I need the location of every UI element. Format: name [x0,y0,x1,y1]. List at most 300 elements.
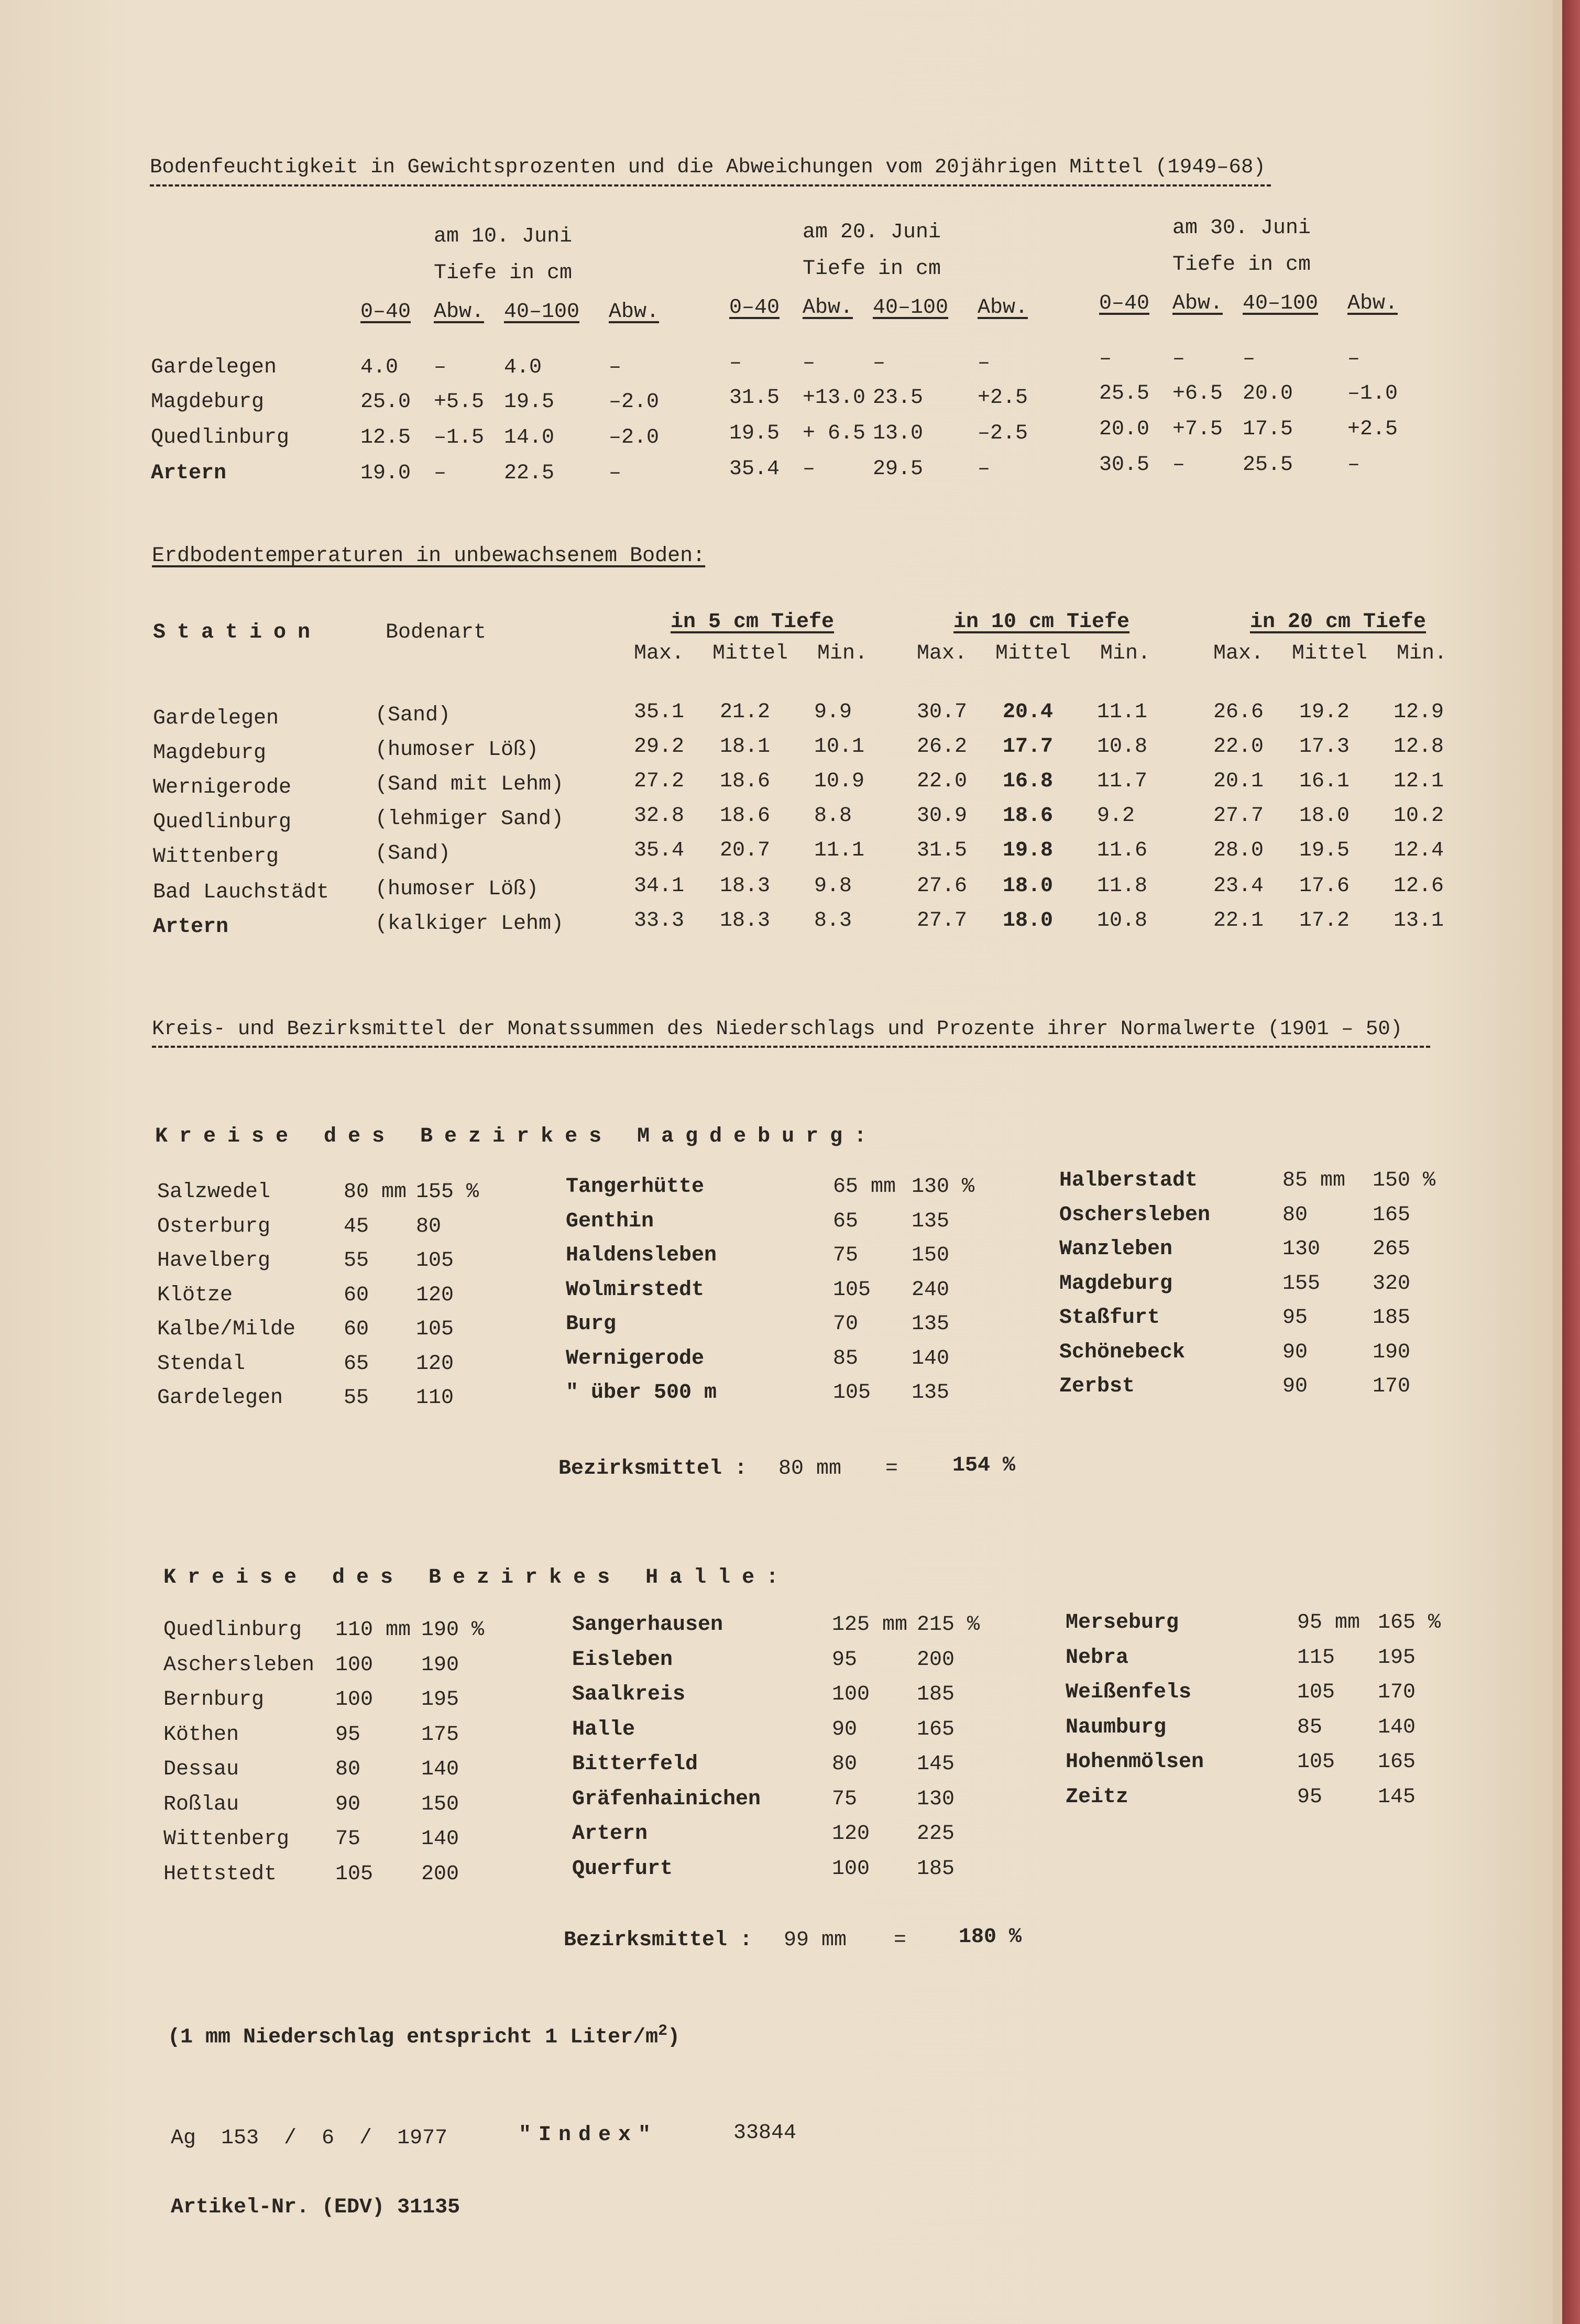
temp-value: 10.9 [814,770,865,793]
temp-value: 23.4 [1213,874,1264,898]
footer-article: Artikel-Nr. (EDV) 31135 [171,2196,460,2219]
moisture-subhead: Abw. [803,296,853,320]
temp-value: 17.3 [1299,735,1350,759]
district-mm: 90 [1282,1340,1308,1364]
temp-station: Gardelegen [153,707,279,730]
temp-subhead: Min. [1397,642,1447,665]
district-pct: 320 [1373,1271,1411,1296]
district-mm: 95 [1297,1785,1323,1809]
moisture-date: am 30. Juni [1172,216,1311,240]
moisture-value: 13.0 [873,422,924,445]
district-pct: 225 [917,1822,955,1846]
halle-heading: Kreise des Bezirkes Halle: [163,1566,791,1589]
temp-value: 9.8 [814,874,852,898]
moisture-value: –2.5 [978,422,1028,445]
district-name: Schönebeck [1059,1340,1186,1364]
moisture-value: 25.0 [360,390,411,414]
district-name: Gardelegen [157,1386,283,1410]
moisture-value: 4.0 [360,356,399,379]
district-name: Bitterfeld [572,1752,698,1776]
temp-value: 18.3 [720,909,771,933]
temp-value: 10.1 [814,735,865,759]
moisture-value: +7.5 [1172,418,1223,441]
temp-station: Quedlinburg [153,810,292,834]
district-mm: 80 [1282,1203,1308,1227]
temp-value: 11.8 [1097,874,1148,898]
district-mm: 105 [833,1381,871,1405]
district-pct: 190 [1373,1340,1411,1364]
district-pct: 150 % [1373,1169,1436,1192]
district-name: Magdeburg [1059,1271,1173,1296]
halle-mean-eq: = [894,1928,907,1952]
temp-value: 19.8 [1003,839,1054,862]
temp-value: 26.6 [1213,700,1264,724]
district-pct: 145 [917,1752,955,1776]
temp-value: 22.0 [917,770,968,793]
district-pct: 155 % [416,1180,479,1204]
moisture-value: – [978,352,991,375]
district-name: Wanzleben [1059,1237,1173,1261]
temp-soil-type: (lehmiger Sand) [375,807,564,831]
moisture-value: 20.0 [1243,382,1293,405]
units-note [168,2023,680,2048]
district-pct: 200 [917,1648,955,1672]
district-pct: 105 [416,1249,454,1273]
district-mm: 110 mm [335,1618,411,1642]
district-name: Eisleben [572,1648,673,1672]
district-mm: 85 [833,1346,859,1371]
moisture-value: – [609,462,622,485]
district-mm: 65 [833,1209,859,1233]
soil-moisture-title: Bodenfeuchtigkeit in Gewichtsprozenten und die Abweichungen vom 20jährigen Mittel (1949–68) [150,156,1266,179]
moisture-value: 22.5 [504,462,555,485]
halle-mean-label: Bezirksmittel : [564,1928,753,1952]
title-underline [150,184,1271,187]
district-name: Halle [572,1717,635,1741]
district-mm: 95 [832,1648,858,1672]
district-pct: 135 [912,1209,950,1233]
temp-value: 29.2 [634,735,685,759]
moisture-value: – [1099,347,1112,371]
temp-value: 20.1 [1213,770,1264,793]
temp-soil-type: (Sand) [375,842,451,865]
district-mm: 100 [335,1653,374,1677]
moisture-value: +2.5 [978,386,1028,410]
temp-value: 21.2 [720,700,771,724]
temp-value: 26.2 [917,735,968,759]
temp-value: 18.6 [720,804,771,828]
district-name: Naumburg [1066,1715,1167,1739]
district-pct: 145 [1378,1785,1416,1809]
district-mm: 90 [1282,1375,1308,1398]
district-pct: 150 [912,1244,950,1267]
station-heading: Station [153,621,322,644]
magdeburg-mean-mm: 80 mm [778,1457,842,1481]
footer-ref: Ag 153 / 6 / 1977 [171,2126,448,2150]
moisture-value: +5.5 [434,390,485,414]
temp-value: 18.3 [720,874,771,898]
moisture-value: 35.4 [729,457,780,481]
district-name: Oschersleben [1059,1203,1211,1227]
district-mm: 75 [832,1787,858,1811]
district-name: Wernigerode [566,1346,705,1371]
temp-value: 12.6 [1394,874,1444,898]
district-pct: 140 [912,1346,950,1371]
district-pct: 130 % [912,1175,975,1199]
moisture-station: Quedlinburg [151,426,290,450]
moisture-value: –2.0 [609,390,660,414]
district-name: Burg [566,1312,617,1336]
temp-value: 34.1 [634,874,685,898]
moisture-subhead: 0–40 [729,296,780,320]
district-pct: 120 [416,1352,454,1376]
district-mm: 90 [832,1717,858,1741]
temp-value: 9.2 [1097,804,1135,828]
magdeburg-mean-pct: 154 % [952,1454,1016,1477]
temp-value: 12.1 [1394,770,1444,793]
soil-temp-title: Erdbodentemperaturen in unbewachsenem Boden: [152,544,706,568]
district-mm: 105 [1297,1681,1335,1704]
district-pct: 140 [421,1758,459,1781]
moisture-subhead: Abw. [978,296,1028,320]
district-pct: 120 [416,1283,454,1307]
temp-value: 16.8 [1003,770,1054,793]
temp-value: 11.1 [814,839,865,862]
moisture-value: 29.5 [873,457,924,481]
temp-value: 10.8 [1097,909,1148,933]
moisture-value: 12.5 [360,426,411,450]
district-name: Havelberg [157,1249,271,1273]
district-name: Zeitz [1066,1785,1129,1809]
units-note-text: (1 mm Niederschlag entspricht 1 Liter/m [168,2025,659,2049]
moisture-value: – [609,356,622,379]
moisture-subhead: Abw. [1347,292,1398,315]
district-mm: 105 [335,1862,374,1886]
temp-value: 20.7 [720,839,771,862]
footer-number: 33844 [733,2121,797,2145]
district-mm: 125 mm [832,1613,908,1637]
temp-value: 30.9 [917,804,968,828]
halle-mean-mm: 99 mm [784,1928,847,1952]
moisture-value: 19.0 [360,462,411,485]
district-pct: 135 [912,1381,950,1405]
temp-value: 17.7 [1003,735,1054,759]
district-name: Hettstedt [163,1862,277,1886]
temp-value: 22.1 [1213,909,1264,933]
moisture-value: –2.0 [609,426,660,450]
temp-value: 18.0 [1003,909,1054,933]
district-name: Sangerhausen [572,1613,723,1637]
district-name: Saalkreis [572,1683,686,1706]
district-mm: 75 [833,1244,859,1267]
district-name: Klötze [157,1283,233,1307]
district-pct: 195 [1378,1646,1416,1670]
district-mm: 80 [335,1758,361,1781]
moisture-value: +13.0 [803,386,866,410]
district-pct: 190 % [421,1618,485,1642]
district-name: Staßfurt [1059,1306,1160,1330]
temp-station: Bad Lauchstädt [153,881,330,904]
moisture-value: 23.5 [873,386,924,410]
district-mm: 85 mm [1282,1169,1346,1192]
temp-depth-heading: in 10 cm Tiefe [953,610,1130,634]
district-name: Wolmirstedt [566,1278,705,1302]
temp-station: Magdeburg [153,741,267,765]
temp-value: 8.8 [814,804,852,828]
moisture-subhead: Abw. [1172,292,1223,315]
district-pct: 150 [421,1792,459,1816]
binding-spine [1562,0,1580,2324]
moisture-value: 25.5 [1243,453,1293,477]
district-name: Osterburg [157,1214,271,1238]
district-name: Bernburg [163,1688,265,1712]
moisture-subhead: 40–100 [1243,292,1319,315]
district-mm: 85 [1297,1715,1323,1739]
moisture-value: – [1243,347,1256,371]
district-pct: 200 [421,1862,459,1886]
temp-value: 27.6 [917,874,968,898]
district-pct: 185 [917,1857,955,1881]
district-name: Hohenmölsen [1066,1750,1204,1774]
district-name: Köthen [163,1723,239,1747]
moisture-depth-label: Tiefe in cm [1172,253,1311,277]
units-note-superscript: 2 [658,2022,668,2040]
precip-title-underline [152,1046,1430,1048]
moisture-value: 30.5 [1099,453,1150,477]
moisture-station: Magdeburg [151,390,265,414]
temp-value: 20.4 [1003,700,1054,724]
district-pct: 140 [1378,1715,1416,1739]
district-name: Tangerhütte [566,1175,705,1199]
district-mm: 95 [1282,1306,1308,1330]
district-mm: 60 [344,1318,369,1341]
temp-station: Artern [153,915,229,939]
temp-value: 22.0 [1213,735,1264,759]
district-mm: 115 [1297,1646,1335,1670]
page-edge [1553,0,1562,2324]
temp-value: 11.1 [1097,700,1148,724]
district-name: Stendal [157,1352,246,1376]
district-name: Genthin [566,1209,654,1233]
district-mm: 80 mm [344,1180,407,1204]
district-mm: 65 mm [833,1175,896,1199]
moisture-value: +6.5 [1172,382,1223,405]
moisture-value: –1.0 [1347,382,1398,405]
district-mm: 155 [1282,1271,1321,1296]
temp-value: 27.2 [634,770,685,793]
district-mm: 70 [833,1312,859,1336]
district-mm: 55 [344,1249,369,1273]
temp-value: 18.1 [720,735,771,759]
temp-value: 11.6 [1097,839,1148,862]
moisture-value: – [1172,453,1186,477]
temp-value: 12.9 [1394,700,1444,724]
magdeburg-heading: Kreise des Bezirkes Magdeburg: [155,1125,879,1148]
district-pct: 140 [421,1827,459,1851]
moisture-value: – [434,356,447,379]
temp-subhead: Max. [917,642,968,665]
district-mm: 65 [344,1352,369,1376]
temp-value: 28.0 [1213,839,1264,862]
moisture-value: – [434,462,447,485]
district-name: Merseburg [1066,1611,1179,1635]
temp-value: 18.0 [1003,874,1054,898]
temp-value: 31.5 [917,839,968,862]
temp-value: 12.8 [1394,735,1444,759]
district-name: " über 500 m [566,1381,717,1405]
temp-subhead: Mittel [712,642,788,665]
moisture-subhead: Abw. [609,300,660,324]
district-mm: 95 mm [1297,1611,1360,1635]
district-name: Zerbst [1059,1375,1135,1398]
district-mm: 60 [344,1283,369,1307]
temp-value: 27.7 [917,909,968,933]
moisture-station: Artern [151,462,227,485]
moisture-station: Gardelegen [151,356,277,379]
temp-value: 11.7 [1097,770,1148,793]
district-name: Aschersleben [163,1653,315,1677]
district-pct: 240 [912,1278,950,1302]
temp-subhead: Min. [817,642,868,665]
precip-title: Kreis- und Bezirksmittel der Monatssummen des Niederschlags und Prozente ihrer Normalwerte (1901 – 50) [152,1017,1403,1040]
temp-value: 17.2 [1299,909,1350,933]
district-name: Querfurt [572,1857,673,1881]
moisture-value: – [729,352,742,375]
temp-value: 33.3 [634,909,685,933]
temp-soil-type: (kalkiger Lehm) [375,912,564,936]
district-name: Roßlau [163,1792,239,1816]
temp-value: 18.6 [1003,804,1054,828]
moisture-value: – [873,352,886,375]
temp-value: 30.7 [917,700,968,724]
district-mm: 105 [833,1278,871,1302]
district-mm: 100 [832,1683,870,1706]
district-name: Artern [572,1822,648,1846]
moisture-subhead: 40–100 [873,296,949,320]
temp-value: 32.8 [634,804,685,828]
district-pct: 110 [416,1386,454,1410]
moisture-subhead: Abw. [434,300,485,324]
district-mm: 130 [1282,1237,1321,1261]
district-mm: 120 [832,1822,870,1846]
district-name: Weißenfels [1066,1681,1192,1704]
temp-soil-type: (humoser Löß) [375,738,539,762]
district-name: Haldensleben [566,1244,717,1267]
district-pct: 185 [917,1683,955,1706]
temp-value: 10.8 [1097,735,1148,759]
moisture-value: – [978,457,991,481]
moisture-value: – [1347,453,1360,477]
district-name: Halberstadt [1059,1169,1198,1192]
halle-mean-pct: 180 % [959,1925,1022,1949]
temp-value: 19.5 [1299,839,1350,862]
moisture-value: 19.5 [729,422,780,445]
moisture-value: – [1347,347,1360,371]
district-mm: 80 [832,1752,858,1776]
district-name: Salzwedel [157,1180,271,1204]
district-pct: 215 % [917,1613,980,1637]
moisture-value: +2.5 [1347,418,1398,441]
district-pct: 265 [1373,1237,1411,1261]
district-mm: 100 [832,1857,870,1881]
footer-index: "Index" [519,2123,659,2147]
temp-subhead: Mittel [995,642,1071,665]
district-name: Dessau [163,1758,239,1781]
temp-value: 8.3 [814,909,852,933]
moisture-date: am 20. Juni [803,221,941,244]
temp-soil-type: (Sand) [375,704,451,727]
temp-value: 17.6 [1299,874,1350,898]
district-pct: 135 [912,1312,950,1336]
moisture-subhead: 40–100 [504,300,580,324]
moisture-value: 20.0 [1099,418,1150,441]
district-mm: 105 [1297,1750,1335,1774]
district-pct: 165 [1378,1750,1416,1774]
district-pct: 175 [421,1723,459,1747]
temp-value: 16.1 [1299,770,1350,793]
temp-subhead: Min. [1100,642,1151,665]
magdeburg-mean-eq: = [885,1457,898,1481]
temp-subhead: Max. [634,642,685,665]
district-name: Kalbe/Milde [157,1318,296,1341]
district-pct: 165 % [1378,1611,1441,1635]
district-pct: 80 [416,1214,442,1238]
moisture-date: am 10. Juni [434,225,573,248]
moisture-subhead: 0–40 [360,300,411,324]
moisture-value: 4.0 [504,356,542,379]
moisture-depth-label: Tiefe in cm [434,261,573,285]
district-name: Quedlinburg [163,1618,302,1642]
temp-soil-type: (humoser Löß) [375,878,539,901]
moisture-value: 19.5 [504,390,555,414]
moisture-value: – [803,352,816,375]
soil-type-heading: Bodenart [386,621,487,644]
district-name: Nebra [1066,1646,1129,1670]
temp-value: 27.7 [1213,804,1264,828]
temp-value: 9.9 [814,700,852,724]
district-pct: 170 [1378,1681,1416,1704]
moisture-value: – [803,457,816,481]
moisture-subhead: 0–40 [1099,292,1150,315]
temp-depth-heading: in 20 cm Tiefe [1250,610,1427,634]
district-name: Wittenberg [163,1827,290,1851]
temp-depth-heading: in 5 cm Tiefe [671,610,835,634]
temp-value: 18.6 [720,770,771,793]
magdeburg-mean-label: Bezirksmittel : [558,1457,748,1481]
temp-station: Wittenberg [153,845,279,869]
temp-station: Wernigerode [153,776,292,799]
temp-subhead: Mittel [1292,642,1368,665]
district-mm: 75 [335,1827,361,1851]
temp-value: 35.4 [634,839,685,862]
moisture-value: 31.5 [729,386,780,410]
district-pct: 170 [1373,1375,1411,1398]
moisture-value: 17.5 [1243,418,1293,441]
district-mm: 55 [344,1386,369,1410]
temp-soil-type: (Sand mit Lehm) [375,773,564,796]
district-pct: 165 [917,1717,955,1741]
district-pct: 190 [421,1653,459,1677]
moisture-depth-label: Tiefe in cm [803,257,941,281]
district-pct: 130 [917,1787,955,1811]
temp-value: 10.2 [1394,804,1444,828]
temp-value: 12.4 [1394,839,1444,862]
temp-value: 18.0 [1299,804,1350,828]
district-mm: 90 [335,1792,361,1816]
temp-value: 13.1 [1394,909,1444,933]
temp-value: 19.2 [1299,700,1350,724]
moisture-value: 14.0 [504,426,555,450]
